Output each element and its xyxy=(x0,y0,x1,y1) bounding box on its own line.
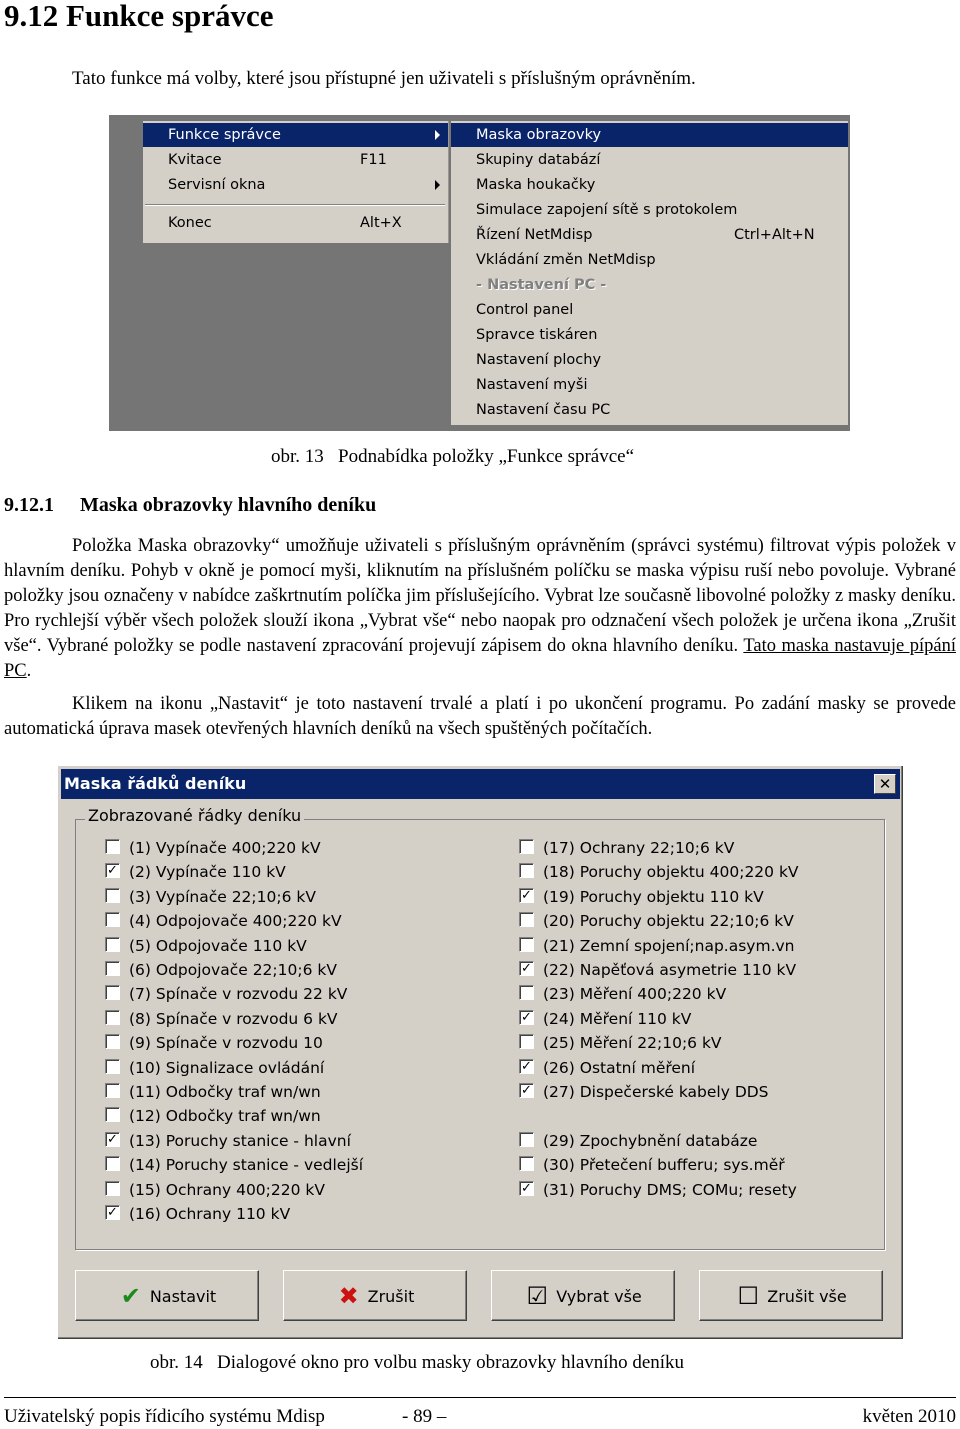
checkbox-label: (25) Měření 22;10;6 kV xyxy=(543,1034,722,1053)
submenu xyxy=(451,121,848,425)
paragraph-1-end: . xyxy=(26,661,32,681)
checkbox-checked[interactable]: ✓ xyxy=(519,1181,534,1196)
checkbox-unchecked[interactable] xyxy=(105,985,120,1000)
submenu-item[interactable] xyxy=(451,348,848,372)
mask-checkbox-row[interactable] xyxy=(519,1032,722,1054)
mask-checkbox-row[interactable] xyxy=(519,983,726,1005)
menu-item-shortcut: Alt+X xyxy=(360,215,402,231)
checkbox-label: (13) Poruchy stanice - hlavní xyxy=(129,1131,351,1150)
checkbox-label: (11) Odbočky traf wn/wn xyxy=(129,1083,321,1101)
mask-checkbox-row[interactable] xyxy=(105,1081,321,1103)
menu-item-shortcut: F11 xyxy=(360,152,387,168)
mask-checkbox-row[interactable] xyxy=(519,1130,757,1152)
mask-checkbox-row[interactable] xyxy=(105,935,307,957)
checkbox-checked[interactable]: ✓ xyxy=(519,1083,534,1098)
menu-item[interactable] xyxy=(143,173,448,197)
checkbox-checked[interactable]: ✓ xyxy=(105,863,120,878)
checkbox-unchecked[interactable] xyxy=(105,1034,120,1049)
button-label: Zrušit vše xyxy=(767,1287,847,1306)
dialog-title: Maska řádků deníku xyxy=(64,774,247,793)
paragraph-2: Klikem na ikonu „Nastavit“ je toto nastavení trvalé a platí i po ukončení programu. Po zadání masky se provede automatická úprava masek otevřených hlavních deníků na všech spuštěných počítačích. xyxy=(4,694,956,739)
menu-item-label: Funkce správce xyxy=(168,127,281,143)
checkbox-unchecked[interactable] xyxy=(105,1107,120,1122)
footer-page-number: - 89 – xyxy=(402,1406,447,1427)
mask-checkbox-row[interactable] xyxy=(105,959,337,981)
submenu-item[interactable] xyxy=(451,148,848,172)
checkbox-unchecked[interactable] xyxy=(105,888,120,903)
checkbox-label: (18) Poruchy objektu 400;220 kV xyxy=(543,863,799,882)
submenu-item-label: Control panel xyxy=(476,302,574,318)
vybrat-vše-button[interactable] xyxy=(491,1270,675,1321)
submenu-item-label: Nastavení času PC xyxy=(476,402,611,418)
groupbox-label: Zobrazované řádky deníku xyxy=(85,806,304,825)
submenu-item[interactable] xyxy=(451,248,848,272)
checkbox-label: (2) Vypínače 110 kV xyxy=(129,863,286,882)
nastavit-button[interactable] xyxy=(75,1270,259,1321)
mask-checkbox-row[interactable] xyxy=(105,837,321,859)
checkbox-label: (23) Měření 400;220 kV xyxy=(543,985,727,1004)
mask-checkbox-row[interactable] xyxy=(105,1057,324,1079)
checkbox-label: (19) Poruchy objektu 110 kV xyxy=(543,887,764,906)
dialog-titlebar xyxy=(61,769,900,799)
submenu-item[interactable] xyxy=(451,323,848,347)
submenu-item-label: Maska obrazovky xyxy=(476,127,602,143)
submenu-item[interactable] xyxy=(451,173,848,197)
checkbox-label: (21) Zemní spojení;nap.asym.vn xyxy=(543,936,795,955)
mask-checkbox-row[interactable] xyxy=(519,959,796,981)
checkbox-unchecked[interactable] xyxy=(519,1034,534,1049)
mask-checkbox-row[interactable] xyxy=(519,886,764,908)
submenu-item[interactable] xyxy=(451,223,848,247)
submenu-item[interactable] xyxy=(451,298,848,322)
checkbox-label: (10) Signalizace ovládání xyxy=(129,1058,325,1077)
checkbox-unchecked[interactable] xyxy=(105,1010,120,1025)
beep-mask-link-text: Tato maska nastavuje pípání PC xyxy=(4,636,956,681)
zrušit-vše-button[interactable] xyxy=(699,1270,883,1321)
menu-item-label: Konec xyxy=(168,215,212,231)
checkbox-checked[interactable]: ✓ xyxy=(519,1010,534,1025)
checkbox-unchecked[interactable] xyxy=(105,839,120,854)
button-label: Zrušit xyxy=(367,1287,415,1306)
intro-text: Tato funkce má volby, které jsou přístupné jen uživateli s příslušným oprávněním. xyxy=(72,68,696,89)
checkbox-unchecked[interactable] xyxy=(105,1059,120,1074)
section-number: 9.12.1 xyxy=(4,494,54,516)
checkbox-label: (27) Dispečerské kabely DDS xyxy=(543,1083,769,1101)
mask-checkbox-row[interactable] xyxy=(105,1203,290,1225)
deselect-all-icon: ☐ xyxy=(737,1282,760,1310)
checkbox-label: (14) Poruchy stanice - vedlejší xyxy=(129,1156,364,1175)
mask-checkbox-row[interactable] xyxy=(105,1008,338,1030)
button-label: Nastavit xyxy=(149,1287,217,1306)
checkbox-label: (20) Poruchy objektu 22;10;6 kV xyxy=(543,912,794,931)
caption-label: obr. 14 xyxy=(150,1352,203,1373)
page-title: 9.12 Funkce správce xyxy=(4,0,274,33)
mask-checkbox-row[interactable] xyxy=(519,1008,691,1030)
submenu-item xyxy=(451,273,848,297)
check-icon: ✔ xyxy=(120,1282,141,1310)
checkbox-unchecked[interactable] xyxy=(105,961,120,976)
submenu-arrow-icon xyxy=(435,130,440,140)
checkbox-label: (31) Poruchy DMS; COMu; resety xyxy=(543,1180,797,1199)
menu-item[interactable] xyxy=(143,148,448,172)
checkbox-label: (5) Odpojovače 110 kV xyxy=(129,936,307,955)
checkbox-unchecked[interactable] xyxy=(519,1156,534,1171)
mask-checkbox-row[interactable] xyxy=(105,983,347,1005)
mask-checkbox-row[interactable] xyxy=(519,1179,797,1201)
select-all-icon: ☑ xyxy=(526,1282,548,1310)
paragraph-1-text: Položka Maska obrazovky“ umožňuje uživateli s příslušným oprávněním (správci systému) filtrovat výpis položek v hlavním deníku. Pohyb v okně je pomocí myši, kliknutím na příslušném políčku se maska výpisu ruší nebo povoluje. Vybrané položky jsou označeny v nabídce zaškrtnutím políčka jim příslušejícího. Vybrat lze současně libovolné položky z masky deníku. Pro rychlejší výběr všech položek slouží ikona „Vybrat vše“ nebo naopak pro odznačení všech položek je určena ikona „Zrušit vše“. Vybrané položky se podle nastavení zpracování projevují zápisem do okna hlavního deníku. xyxy=(4,536,956,656)
checkbox-label: (3) Vypínače 22;10;6 kV xyxy=(129,887,316,906)
checkbox-label: (15) Ochrany 400;220 kV xyxy=(129,1180,325,1199)
checkbox-checked[interactable]: ✓ xyxy=(519,888,534,903)
caption-text: Podnabídka položky „Funkce správce“ xyxy=(338,446,635,467)
submenu-item-label: Spravce tiskáren xyxy=(476,327,598,343)
checkbox-checked[interactable]: ✓ xyxy=(105,1132,120,1147)
checkbox-unchecked[interactable] xyxy=(105,937,120,952)
menu-item-label: Kvitace xyxy=(168,152,222,168)
mask-checkbox-row[interactable] xyxy=(519,910,794,932)
caption-label: obr. 13 xyxy=(271,446,324,467)
menu-separator xyxy=(145,204,445,206)
mask-checkbox-row[interactable] xyxy=(105,1130,351,1152)
section-title: Maska obrazovky hlavního deníku xyxy=(80,494,377,516)
checkbox-checked[interactable]: ✓ xyxy=(519,1059,534,1074)
menu-screenshot xyxy=(109,115,850,431)
submenu-item[interactable] xyxy=(451,398,848,422)
checkbox-checked[interactable]: ✓ xyxy=(519,961,534,976)
menu-item[interactable] xyxy=(143,123,448,147)
checkbox-label: (26) Ostatní měření xyxy=(543,1058,696,1077)
checkbox-label: (17) Ochrany 22;10;6 kV xyxy=(543,839,735,857)
submenu-item-shortcut: Ctrl+Alt+N xyxy=(734,227,815,243)
submenu-item[interactable] xyxy=(451,123,848,147)
cross-icon: ✖ xyxy=(338,1282,359,1310)
submenu-arrow-icon xyxy=(435,180,440,190)
checkbox-unchecked[interactable] xyxy=(519,985,534,1000)
mask-checkbox-row[interactable] xyxy=(105,910,342,932)
checkbox-label: (1) Vypínače 400;220 kV xyxy=(129,839,321,857)
checkbox-label: (12) Odbočky traf wn/wn xyxy=(129,1107,321,1126)
section-heading xyxy=(4,494,376,517)
checkbox-unchecked[interactable] xyxy=(105,1156,120,1171)
checkbox-unchecked[interactable] xyxy=(105,1083,120,1098)
checkbox-label: (8) Spínače v rozvodu 6 kV xyxy=(129,1009,338,1028)
main-menu xyxy=(143,121,449,243)
mask-dialog xyxy=(57,765,904,1340)
mask-checkbox-row[interactable] xyxy=(519,935,795,957)
checkbox-unchecked[interactable] xyxy=(519,912,534,927)
checkbox-label: (4) Odpojovače 400;220 kV xyxy=(129,912,342,931)
checkbox-label: (29) Zpochybnění databáze xyxy=(543,1131,758,1150)
checkbox-label: (9) Spínače v rozvodu 10 xyxy=(129,1034,323,1053)
close-button[interactable]: ✕ xyxy=(874,774,896,794)
footer-left: Uživatelský popis řídicího systému Mdisp xyxy=(4,1406,325,1427)
figure-caption-14 xyxy=(150,1352,684,1374)
mask-checkbox-row[interactable] xyxy=(519,1081,769,1103)
checkbox-unchecked[interactable] xyxy=(519,1132,534,1147)
submenu-item-label: Řízení NetMdisp xyxy=(476,227,593,243)
mask-checkbox-row[interactable] xyxy=(105,1032,323,1054)
checkbox-label: (16) Ochrany 110 kV xyxy=(129,1205,291,1223)
mask-checkbox-row[interactable] xyxy=(519,837,734,859)
submenu-item-label: Nastavení plochy xyxy=(476,352,602,368)
submenu-item-label: Vkládání změn NetMdisp xyxy=(476,252,656,268)
submenu-item-label: - Nastavení PC - xyxy=(476,277,607,293)
footer-rule xyxy=(4,1397,956,1398)
checkbox-unchecked[interactable] xyxy=(519,839,534,854)
footer-date: květen 2010 xyxy=(862,1406,956,1427)
mask-checkbox-row[interactable] xyxy=(105,1179,325,1201)
submenu-item[interactable] xyxy=(451,373,848,397)
checkbox-label: (30) Přetečení bufferu; sys.měř xyxy=(543,1156,785,1175)
caption-text: Dialogové okno pro volbu masky obrazovky hlavního deníku xyxy=(217,1352,685,1373)
submenu-item[interactable] xyxy=(451,198,848,222)
paragraph-1 xyxy=(4,534,956,684)
menu-item[interactable] xyxy=(143,211,448,235)
mask-checkbox-row[interactable] xyxy=(105,1105,321,1127)
checkbox-unchecked[interactable] xyxy=(105,912,120,927)
checkbox-checked[interactable]: ✓ xyxy=(105,1205,120,1220)
checkbox-unchecked[interactable] xyxy=(105,1181,120,1196)
mask-checkbox-row[interactable] xyxy=(105,1154,363,1176)
checkbox-label: (24) Měření 110 kV xyxy=(543,1009,692,1028)
checkbox-label: (6) Odpojovače 22;10;6 kV xyxy=(129,961,337,979)
checkbox-unchecked[interactable] xyxy=(519,863,534,878)
checkbox-label: (22) Napěťová asymetrie 110 kV xyxy=(543,961,797,979)
mask-checkbox-row[interactable] xyxy=(519,1057,695,1079)
mask-checkbox-row[interactable] xyxy=(105,861,286,883)
checkbox-label: (7) Spínače v rozvodu 22 kV xyxy=(129,985,348,1004)
button-label: Vybrat vše xyxy=(556,1287,642,1306)
mask-checkbox-row[interactable] xyxy=(519,1154,785,1176)
submenu-item-label: Maska houkačky xyxy=(476,177,596,193)
submenu-item-label: Simulace zapojení sítě s protokolem xyxy=(476,202,738,218)
figure-caption-13 xyxy=(271,446,634,468)
submenu-item-label: Nastavení myši xyxy=(476,377,588,393)
mask-checkbox-row[interactable] xyxy=(105,886,316,908)
menu-item-label: Servisní okna xyxy=(168,177,266,193)
submenu-item-label: Skupiny databází xyxy=(476,152,601,168)
zrušit-button[interactable] xyxy=(283,1270,467,1321)
checkbox-unchecked[interactable] xyxy=(519,937,534,952)
mask-checkbox-row[interactable] xyxy=(519,861,799,883)
